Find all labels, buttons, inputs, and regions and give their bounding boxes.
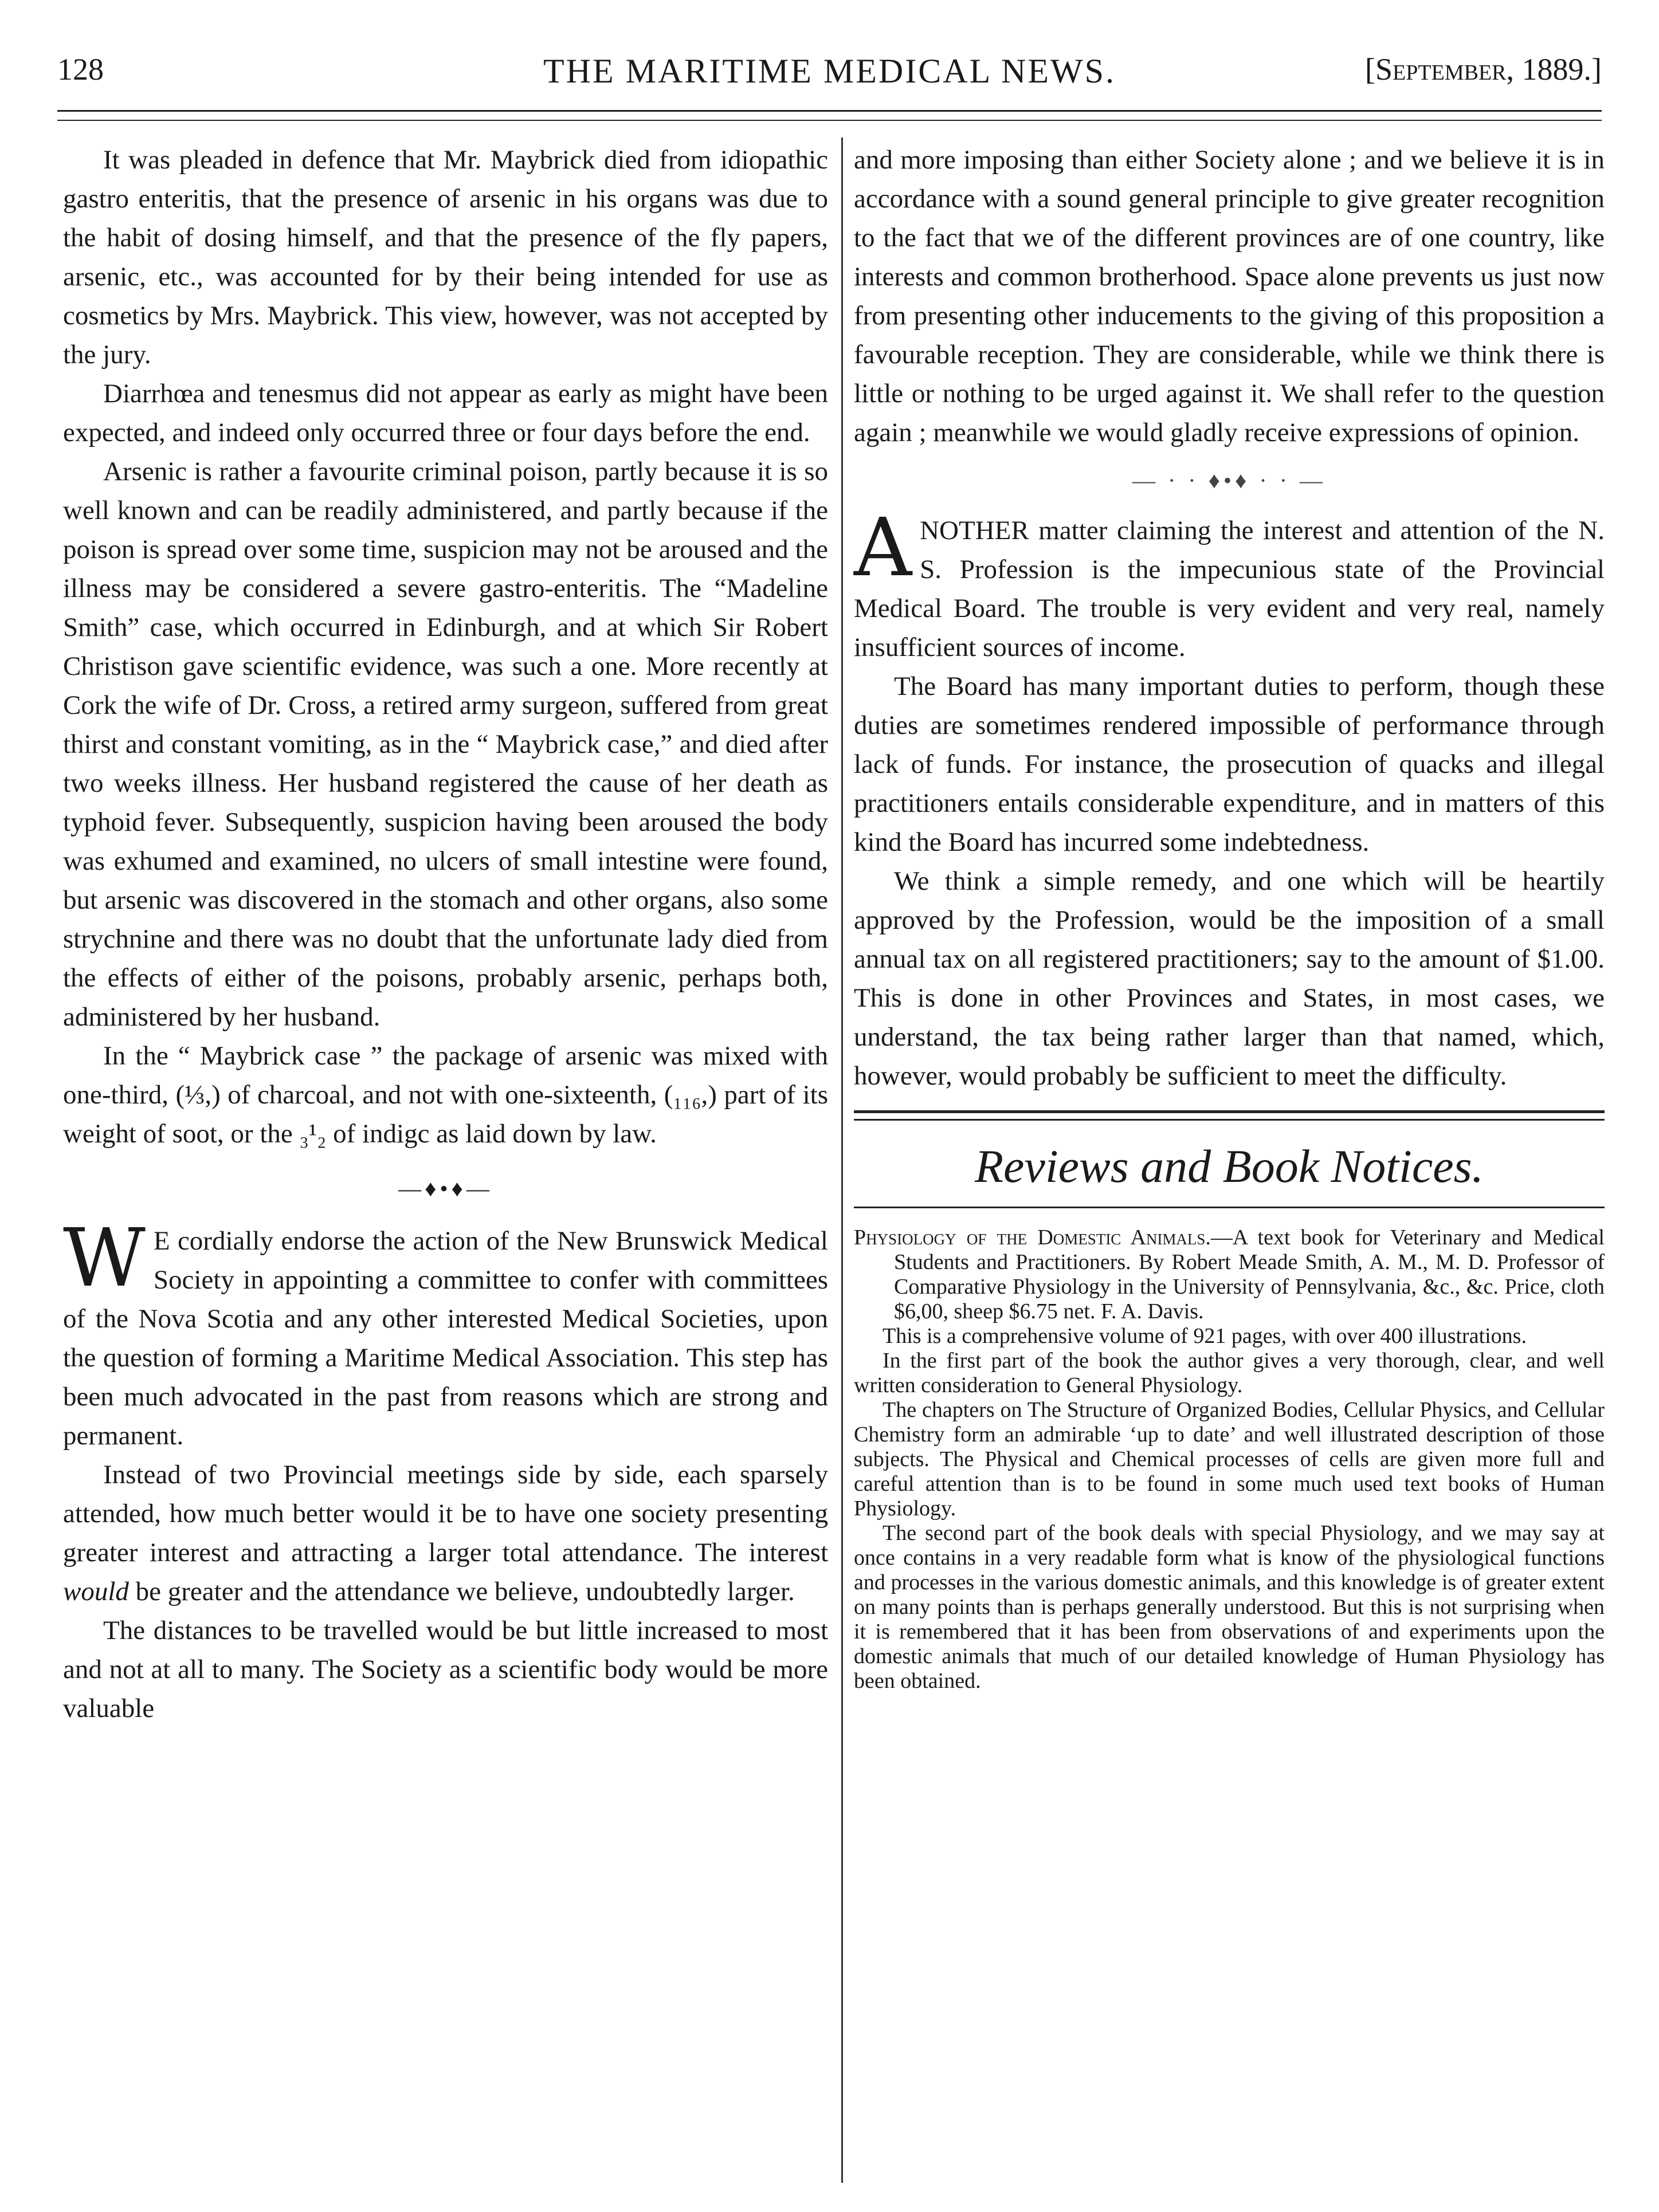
- review-paragraph-volume: This is a comprehensive volume of 921 pages, with over 400 illustrations.: [883, 1324, 1527, 1348]
- ornament-divider: —♦•♦—: [398, 1176, 493, 1201]
- paragraph-association-2: [63, 1455, 828, 1611]
- section-rule-top: [854, 1110, 1605, 1121]
- right-column: [854, 140, 1605, 1694]
- issue-prefix: [: [1365, 52, 1376, 87]
- running-header: [57, 52, 1602, 97]
- issue-month: September: [1375, 52, 1507, 87]
- paragraph-maybrick-package: In the “ Maybrick case ” the package of arsenic was mixed with one-third, (⅓,) of charcoal, and not with one-sixteenth, (₁₁₆,) part of its weight of soot, or the ₃¹₂ of indigc as laid down by law.: [63, 1041, 828, 1149]
- left-column: [63, 140, 828, 1728]
- association-p2-italic: would: [63, 1577, 129, 1606]
- association-lead-text: E cordially endorse the action of the New Brunswick Medical Society in appointing a committee to confer with committees of the Nova Scotia and any other interested Medical Societies, upon the question of forming a Maritime Medical Association. This step has been much advocated in the past from reasons which are strong and permanent.: [63, 1226, 828, 1451]
- issue-year: , 1889.]: [1506, 52, 1602, 87]
- paragraph-association-3: The distances to be travelled would be but little increased to most and not at all to many. The Society as a scientific body would be more valuable: [63, 1616, 828, 1723]
- paragraph-association-continued: and more imposing than either Society alone ; and we believe it is in accordance with a sound general principle to give greater recognition to the fact that we of the different provinces are of one country, like interests and common brotherhood. Space alone prevents us just now from presenting other inducements to the giving of this proposition a favourable reception. They are considerable, while we think there is little or nothing to be urged against it. We shall refer to the question again ; meanwhile we would gladly receive expressions of opinion.: [854, 145, 1605, 447]
- header-rule: [57, 110, 1602, 121]
- association-p2-before: Instead of two Provincial meetings side by side, each sparsely attended, how much better would it be to have one society presenting greater interest and attracting a larger total attendance. The interest: [63, 1460, 828, 1567]
- paragraph-arsenic: Arsenic is rather a favourite criminal poison, partly because it is so well known and can be readily administered, and partly because if the poison is spread over some time, suspicion may not be aroused and the illness may be considered a severe gastro-enteritis. The “Madeline Smith” case, which occurred in Edinburgh, and at which Sir Robert Christison gave scientific evidence, was such a one. More recently at Cork the wife of Dr. Cross, a retired army surgeon, suffered from great thirst and constant vomiting, as in the “ Maybrick case,” and died after two weeks illness. Her husband registered the cause of her death as typhoid fever. Subsequently, suspicion having been aroused the body was exhumed and examined, no ulcers of small intestine were found, but arsenic was discovered in the stomach and other organs, also some strychnine and there was no doubt that the unfortunate lady died from the effects of either of the poisons, probably arsenic, perhaps both, administered by her husband.: [63, 457, 828, 1032]
- section-title-reviews: Reviews and Book Notices.: [974, 1140, 1484, 1192]
- drop-cap-a: A: [854, 501, 912, 595]
- drop-cap-w: W: [63, 1212, 146, 1305]
- paragraph-board-remedy: We think a simple remedy, and one which will be heartily approved by the Profession, would be the imposition of a small annual tax on all registered practitioners; say to the amount of $1.00. This is done in other Provinces and States, in most cases, we understand, the tax being rather larger than that named, which, however, would probably be sufficient to meet the difficulty.: [854, 866, 1605, 1091]
- page-number: 128: [57, 52, 104, 87]
- review-citation: [854, 1225, 1605, 1324]
- board-lead-caps: NOTHER: [920, 516, 1029, 545]
- paragraph-defence: It was pleaded in defence that Mr. Maybrick died from idiopathic gastro enteritis, that the presence of arsenic in his organs was due to the habit of dosing himself, and that the presence of the fly papers, arsenic, etc., was accounted for by their being intended for use as cosmetics by Mrs. Maybrick. This view, however, was not accepted by the jury.: [63, 145, 828, 370]
- board-lead-text: matter claiming the interest and attention of the N. S. Profession is the impecunious state of the Provincial Medical Board. The trouble is very evident and very real, namely insufficient sources of income.: [854, 516, 1605, 662]
- review-paragraph-second-part: The second part of the book deals with special Physiology, and we may say at once contains in a very readable form what is know of the physiological functions and processes in the various domestic animals, and this knowledge is of greater extent on many points than is perhaps generally understood. But this is not surprising when it is remembered that it has been from observations of and experiments upon the domestic animals that much of our detailed knowledge of Human Physiology has been obtained.: [854, 1521, 1605, 1693]
- paragraph-board-lead: [854, 501, 1605, 667]
- ornament-divider-right: — · · ♦•♦ · · —: [1132, 467, 1327, 493]
- review-entry: [854, 1225, 1605, 1694]
- column-divider: [841, 137, 843, 2183]
- paragraph-association-lead: [63, 1212, 828, 1455]
- review-book-title: Physiology of the Domestic Animals.: [854, 1225, 1211, 1250]
- journal-title: THE MARITIME MEDICAL NEWS.: [543, 52, 1116, 90]
- paragraph-diarrhoea: Diarrhœa and tenesmus did not appear as early as might have been expected, and indeed only occurred three or four days before the end.: [63, 379, 828, 447]
- paragraph-board-duties: The Board has many important duties to perform, though these duties are sometimes rendered impossible of performance through lack of funds. For instance, the prosecution of quacks and illegal practitioners entails considerable expenditure, and in matters of this kind the Board has incurred some indebtedness.: [854, 671, 1605, 857]
- review-book-details: —A text book for Veterinary and Medical Students and Practitioners. By Robert Meade Smith, A. M., M. D. Professor of Comparative Physiology in the University of Pennsylvania, &c., &c. Price, cloth $6,00, sheep $6.75 net. F. A. Davis.: [894, 1225, 1605, 1323]
- section-rule-bottom: [854, 1207, 1605, 1208]
- issue-date: [1365, 52, 1602, 87]
- association-p2-after: be greater and the attendance we believe, undoubtedly larger.: [128, 1577, 795, 1606]
- review-paragraph-chapters: The chapters on The Structure of Organized Bodies, Cellular Physics, and Cellular Chemistry form an admirable ‘up to date’ and well illustrated description of those subjects. The Physical and Chemical processes of cells are given more full and careful attention than is to be found in some much used text books of Human Physiology.: [854, 1398, 1605, 1520]
- review-paragraph-first-part: In the first part of the book the author gives a very thorough, clear, and well written consideration to General Physiology.: [854, 1349, 1605, 1397]
